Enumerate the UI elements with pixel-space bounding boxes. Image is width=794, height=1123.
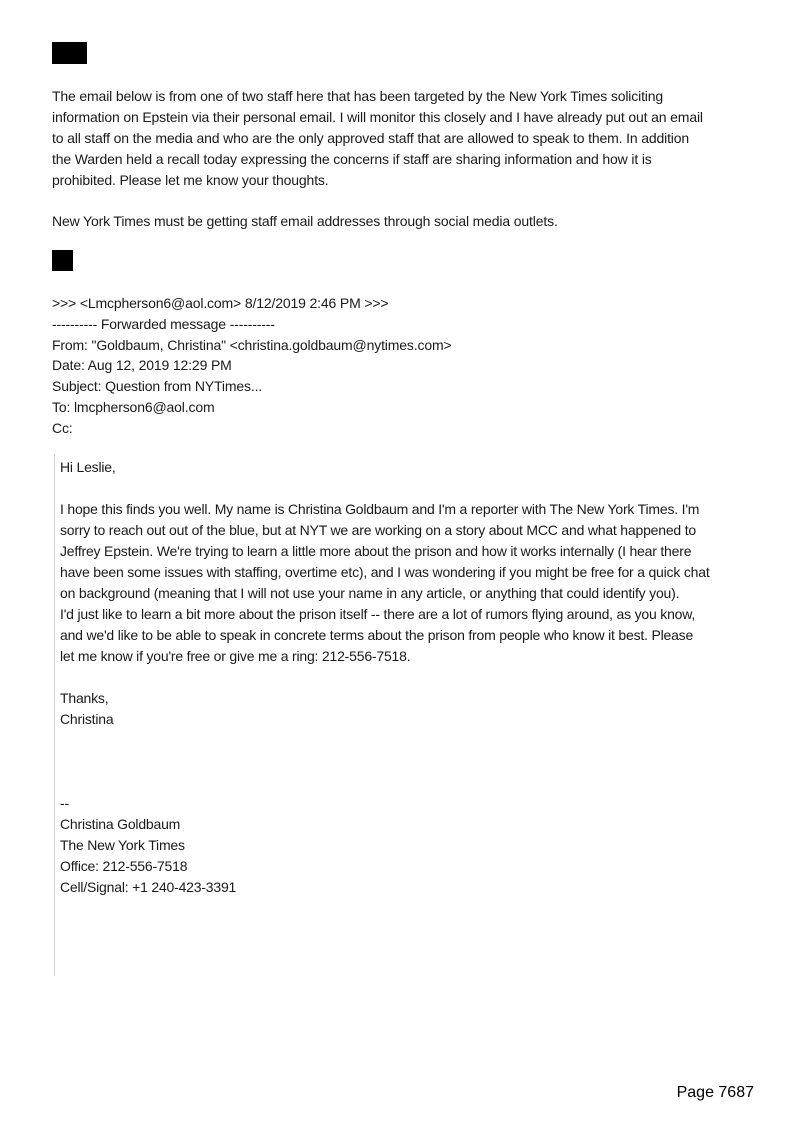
body-line: have been some issues with staffing, overtime etc), and I was wondering if you might be free for a quick chat (60, 564, 710, 580)
body-line: let me know if you're free or give me a ring: 212-556-7518. (60, 648, 411, 664)
closing: Thanks, (60, 690, 109, 706)
body-line: sorry to reach out out of the blue, but at NYT we are working on a story about MCC and what happened to (60, 522, 696, 538)
signature-office: Office: 212-556-7518 (60, 858, 188, 874)
message-body (60, 499, 750, 667)
quote-bar (54, 454, 55, 976)
body-line: Jeffrey Epstein. We're trying to learn a little more about the prison and how it works internally (I hear there (60, 543, 692, 559)
intro-line: information on Epstein via their personal email. I will monitor this closely and I have already put out an email (52, 109, 703, 125)
intro-paragraph (52, 86, 752, 191)
signature-org: The New York Times (60, 837, 185, 853)
body-line: on background (meaning that I will not use your name in any article, or anything that could identify you). (60, 585, 680, 601)
date-line: Date: Aug 12, 2019 12:29 PM (52, 357, 232, 374)
quoted-message (60, 457, 750, 898)
signature-name: Christina Goldbaum (60, 816, 181, 832)
to-line: To: lmcpherson6@aol.com (52, 398, 215, 415)
intro-line: the Warden held a recall today expressing the concerns if staff are sharing information and how it is (52, 151, 652, 167)
quote-line: >>> <Lmcpherson6@aol.com> 8/12/2019 2:46 PM >>> (52, 295, 389, 311)
redaction-block (52, 250, 73, 271)
body-line: I hope this finds you well. My name is Christina Goldbaum and I'm a reporter with The New York Times. I'm (60, 501, 700, 517)
signature-cell: Cell/Signal: +1 240-423-3391 (60, 879, 237, 895)
from-line: From: "Goldbaum, Christina" <christina.goldbaum@nytimes.com> (52, 336, 452, 353)
intro-line: to all staff on the media and who are the only approved staff that are allowed to speak to them. In addition (52, 130, 690, 146)
forward-separator: ---------- Forwarded message ---------- (52, 315, 275, 332)
body-line: I'd just like to learn a bit more about the prison itself -- there are a lot of rumors flying around, as you know, (60, 606, 696, 622)
greeting: Hi Leslie, (60, 459, 116, 475)
intro-line: prohibited. Please let me know your thoughts. (52, 172, 329, 188)
subject-line: Subject: Question from NYTimes... (52, 378, 263, 395)
forwarded-header (52, 293, 752, 439)
closing-name: Christina (60, 711, 114, 727)
redaction-block (52, 42, 87, 64)
signature-dashes: -- (60, 795, 69, 811)
note-paragraph: New York Times must be getting staff email addresses through social media outlets. (52, 213, 558, 229)
body-line: and we'd like to be able to speak in concrete terms about the prison from people who know it best. Please (60, 627, 694, 643)
intro-line: The email below is from one of two staff here that has been targeted by the New York Times soliciting (52, 88, 664, 104)
page-number: Page 7687 (676, 1084, 754, 1101)
cc-line: Cc: (52, 419, 73, 436)
